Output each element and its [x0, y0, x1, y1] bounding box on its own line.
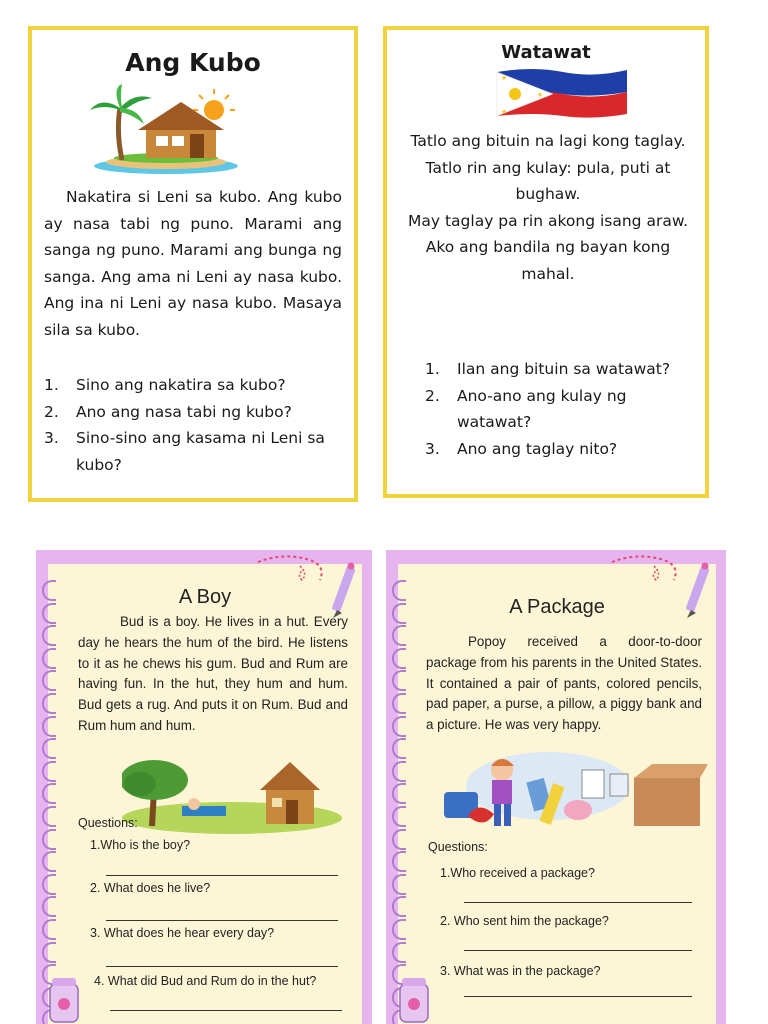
question-number: 1. — [44, 376, 59, 394]
answer-line[interactable] — [464, 902, 692, 903]
package-items-illustration — [438, 750, 708, 842]
svg-text:★: ★ — [501, 108, 508, 116]
package-title: A Package — [509, 596, 605, 618]
svg-text:★: ★ — [501, 74, 508, 82]
boy-and-hut-illustration — [122, 756, 342, 834]
package-question: 3. What was in the package? — [440, 964, 601, 978]
boy-question: 1.Who is the boy? — [90, 838, 191, 852]
hut-island-illustration — [86, 82, 256, 178]
watawat-question — [425, 383, 691, 436]
question-text: Ano-ano ang kulay ng watawat? — [457, 386, 627, 431]
watawat-question — [425, 356, 691, 383]
question-text: Sino-sino ang kasama ni Leni sa kubo? — [76, 429, 325, 474]
package-question: 1.Who received a package? — [440, 866, 595, 880]
kubo-question — [44, 425, 344, 478]
answer-line[interactable] — [106, 920, 338, 921]
package-passage: Popoy received a door-to-door package from his parents in the United States. It contained a pair of pants, colored pencils, pad paper, a purse, a pillow, a piggy bank and a picture. He was very happy. — [426, 634, 702, 733]
boy-questions-label: Questions: — [78, 816, 138, 830]
question-number: 1. — [425, 360, 440, 378]
philippine-flag-illustration — [493, 64, 629, 120]
jar-icon — [394, 976, 434, 1024]
question-text: Sino ang nakatira sa kubo? — [76, 376, 286, 394]
dotted-swirl-decoration — [254, 554, 334, 588]
jar-icon — [44, 976, 84, 1024]
boy-question: 4. What did Bud and Rum do in the hut? — [94, 974, 317, 988]
kubo-title: Ang Kubo — [125, 48, 261, 77]
poem-line: Ako ang bandila ng bayan kong mahal. — [425, 238, 671, 283]
svg-text:★: ★ — [537, 91, 544, 99]
package-question: 2. Who sent him the package? — [440, 914, 609, 928]
a-package-card — [386, 550, 726, 1024]
poem-line: Tatlo rin ang kulay: pula, puti at bughaw. — [425, 158, 671, 203]
package-questions-label: Questions: — [428, 840, 488, 854]
dotted-swirl-decoration — [608, 554, 688, 588]
kubo-question — [44, 372, 344, 399]
kubo-passage: Nakatira si Leni sa kubo. Ang kubo ay nasa tabi ng puno. Marami ang sanga ng puno. Marami ang bunga ng sanga. Ang ama ni Leni ay nasa kubo. Ang ina ni Leni ay nasa kubo. Masaya sila sa kubo. — [44, 188, 342, 339]
answer-line[interactable] — [106, 875, 338, 876]
kubo-question — [44, 399, 344, 426]
notebook-paper — [398, 564, 716, 1024]
question-number: 3. — [44, 429, 59, 447]
watawat-card — [383, 26, 709, 498]
question-text: Ilan ang bituin sa watawat? — [457, 360, 671, 378]
ang-kubo-card — [28, 26, 358, 502]
poem-line: Tatlo ang bituin na lagi kong taglay. — [410, 132, 686, 150]
watawat-questions — [425, 356, 691, 462]
poem-line: May taglay pa rin akong isang araw. — [408, 211, 688, 230]
watawat-poem — [401, 128, 695, 287]
a-boy-card — [36, 550, 372, 1024]
question-number: 3. — [425, 439, 440, 458]
answer-line[interactable] — [464, 950, 692, 951]
kubo-questions — [44, 372, 344, 478]
boy-passage: Bud is a boy. He lives in a hut. Every day he hears the hum of the bird. He listens to it as he chews his gum. Bud and Rum are having fun. In the hut, they hum and hum. Bud gets a rug. And puts it on Rum. Bud and Rum hum and hum. — [78, 614, 348, 733]
question-text: Ano ang taglay nito? — [457, 439, 618, 458]
question-number: 2. — [425, 386, 440, 405]
answer-line[interactable] — [464, 996, 692, 997]
watawat-title: Watawat — [501, 42, 591, 63]
question-text: Ano ang nasa tabi ng kubo? — [76, 402, 292, 421]
question-number: 2. — [44, 402, 59, 421]
answer-line[interactable] — [110, 1010, 342, 1011]
notebook-paper — [48, 564, 362, 1024]
boy-question: 2. What does he live? — [90, 881, 211, 895]
spiral-rings — [392, 580, 414, 1024]
boy-title: A Boy — [178, 586, 232, 608]
spiral-rings — [42, 580, 64, 1024]
watawat-question — [425, 436, 691, 463]
boy-question: 3. What does he hear every day? — [90, 926, 275, 940]
answer-line[interactable] — [106, 966, 338, 967]
